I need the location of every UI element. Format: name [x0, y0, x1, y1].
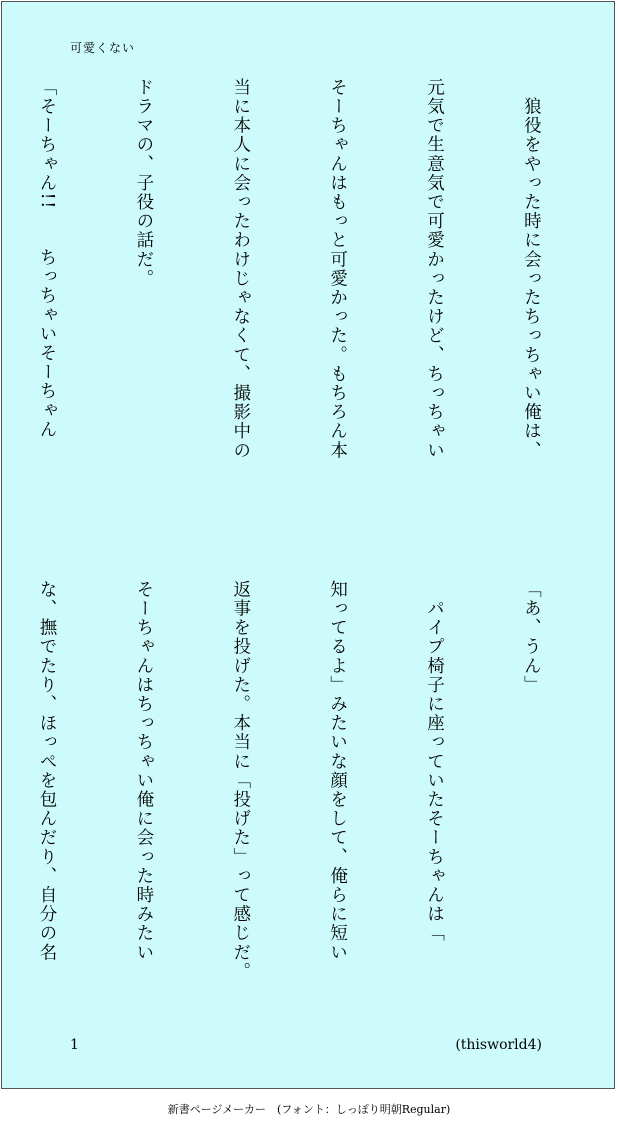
text-line: ドラマの、子役の話だ。 — [133, 78, 154, 289]
text-line: 「あ、うん」 — [521, 580, 542, 695]
page-header-title: 可愛くない — [70, 41, 136, 55]
text-line: 返事を投げた。本当に「投げた」って感じだ。 — [230, 580, 251, 982]
page — [1, 1, 615, 1089]
text-line: 「そーちゃん!! ちっちゃいそーちゃん — [36, 78, 57, 440]
text-line: パイプ椅子に座っていたそーちゃんは「 — [424, 580, 445, 943]
text-line: な、撫でたり、ほっぺを包んだり、自分の名 — [36, 580, 57, 962]
text-line: 狼役をやった時に会ったちっちゃい俺は、 — [521, 78, 542, 460]
author-credit: (thisworld4) — [455, 1037, 542, 1053]
text-line: 知ってるよ」みたいな顔をして、俺らに短い — [327, 580, 348, 962]
text-column-top — [36, 78, 612, 538]
text-line: 当に本人に会ったわけじゃなくて、撮影中の — [230, 78, 251, 460]
text-line: 元気で生意気で可愛かったけど、ちっちゃい — [424, 78, 445, 460]
text-line: そーちゃんはもっと可愛かった。もちろん本 — [327, 78, 348, 460]
page-number: 1 — [70, 1037, 79, 1053]
footer-credit: 新書ページメーカー (フォント：しっぽり明朝Regular) — [167, 1103, 451, 1116]
text-line: そーちゃんはちっちゃい俺に会った時みたい — [133, 580, 154, 962]
text-column-bottom — [36, 580, 612, 1040]
